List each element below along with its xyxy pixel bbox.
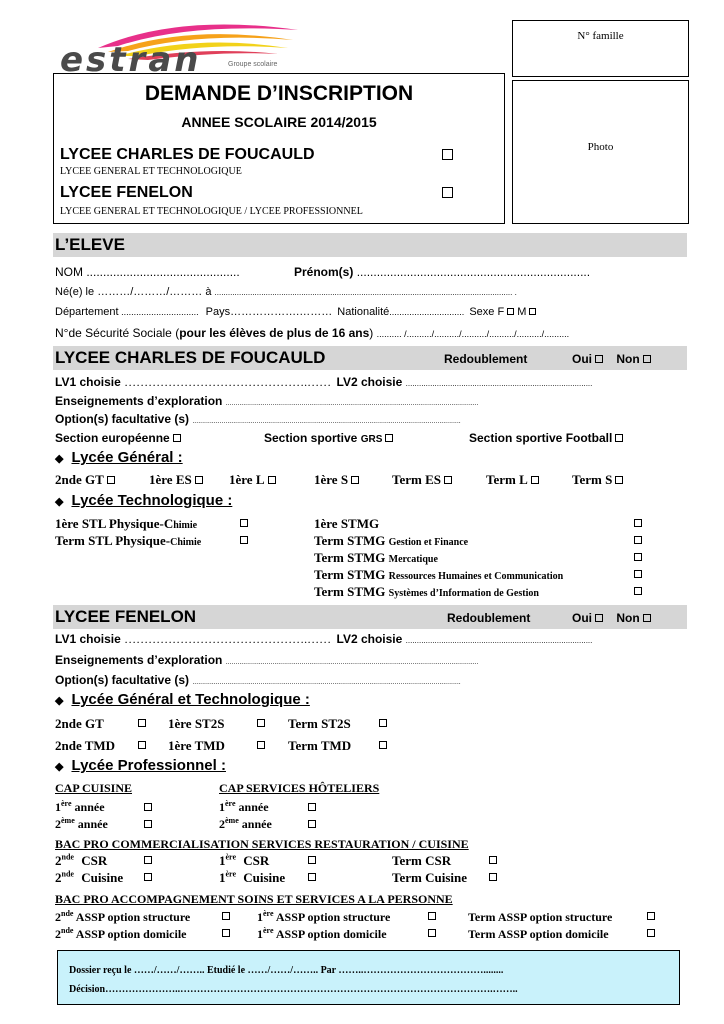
fen-lv1-field[interactable]: ……………………………………….…… bbox=[124, 632, 332, 646]
nationalite-label: Nationalité bbox=[337, 306, 390, 318]
bac-pro-csr-title: BAC PRO COMMERCIALISATION SERVICES RESTAURATION / CUISINE bbox=[55, 837, 469, 851]
sup: nde bbox=[61, 909, 74, 918]
num: 2 bbox=[55, 910, 61, 924]
bac2-term-structure: Term ASSP option structure bbox=[468, 910, 613, 924]
csr-label: CSR bbox=[81, 853, 108, 868]
cdf-general-title bbox=[55, 449, 183, 466]
opt-1ere-es[interactable] bbox=[149, 472, 203, 488]
fen-term-st2s-checkbox[interactable] bbox=[379, 719, 387, 727]
section-europeenne-checkbox[interactable] bbox=[173, 434, 181, 442]
opt-label: 1ère S bbox=[314, 472, 349, 487]
num: 2 bbox=[219, 817, 225, 831]
fen-1ere-tmd-checkbox[interactable] bbox=[257, 741, 265, 749]
bac1-1ere-cuisine bbox=[219, 870, 285, 886]
photo-label: Photo bbox=[587, 141, 614, 153]
opt-1ere-s[interactable] bbox=[314, 472, 359, 488]
sup: ère bbox=[61, 799, 72, 808]
stmg-row-2 bbox=[314, 533, 468, 549]
sup: ère bbox=[225, 852, 237, 862]
bac2-term-domicile-checkbox[interactable] bbox=[647, 929, 655, 937]
num: 1 bbox=[219, 870, 226, 885]
stl-term-small: Chimie bbox=[170, 537, 202, 548]
cdf-lv1-row bbox=[55, 375, 592, 390]
famille-box[interactable] bbox=[512, 20, 689, 77]
bac1-term-csr-checkbox[interactable] bbox=[489, 856, 497, 864]
bac1-1ere-csr bbox=[219, 853, 269, 869]
fenelon-oui-label: Oui bbox=[572, 611, 592, 625]
opt-label: 1ère ES bbox=[149, 472, 192, 487]
num: 2 bbox=[55, 927, 61, 941]
cap-hoteliers-title: CAP SERVICES HÔTELIERS bbox=[219, 781, 380, 795]
stmg-row-4 bbox=[314, 567, 563, 583]
stmg-sub: Gestion et Finance bbox=[388, 537, 469, 548]
cap-hot-1ere-checkbox[interactable] bbox=[308, 803, 316, 811]
opt-label: 2nde TMD bbox=[55, 738, 116, 753]
opt-1ere-l[interactable] bbox=[229, 472, 276, 488]
checkbox-icon[interactable] bbox=[195, 476, 203, 484]
fen-pro-label: Lycée Professionnel : bbox=[71, 757, 226, 774]
bac2-2nde-structure bbox=[55, 910, 190, 925]
secu-note: pour les élèves de plus de 16 ans bbox=[179, 326, 370, 340]
school1-label: LYCEE CHARLES DE FOUCAULD bbox=[60, 146, 315, 163]
naissance-lieu-field[interactable]: ...................................................................................................................................... . bbox=[214, 288, 517, 297]
csr-label: CSR bbox=[243, 853, 270, 868]
sexe-m-checkbox[interactable] bbox=[529, 308, 536, 315]
bac-pro-assp-title: BAC PRO ACCOMPAGNEMENT SOINS ET SERVICES A LA PERSONNE bbox=[55, 892, 453, 906]
num: 1 bbox=[257, 910, 263, 924]
section-football-checkbox[interactable] bbox=[615, 434, 623, 442]
stmg-2-checkbox[interactable] bbox=[634, 536, 642, 544]
checkbox-icon[interactable] bbox=[531, 476, 539, 484]
logo-brand: estran bbox=[60, 40, 202, 80]
pays-field[interactable]: ……………….……… bbox=[230, 306, 333, 318]
stl-1ere-small: himie bbox=[173, 520, 198, 531]
bac2-term-domicile: Term ASSP option domicile bbox=[468, 927, 609, 941]
bac2-2nde-domicile bbox=[55, 927, 186, 942]
stl-1ere-checkbox[interactable] bbox=[240, 519, 248, 527]
opt-label: 2nde GT bbox=[55, 472, 104, 487]
bac2-term-structure-checkbox[interactable] bbox=[647, 912, 655, 920]
bac2-1ere-structure-checkbox[interactable] bbox=[428, 912, 436, 920]
prenom-row bbox=[294, 265, 590, 279]
assp-label: ASSP option domicile bbox=[275, 927, 387, 941]
stmg-row-1 bbox=[314, 516, 379, 532]
nom-field[interactable]: .............................................. bbox=[86, 265, 240, 279]
eleve-title: L’ELEVE bbox=[55, 235, 125, 254]
cap-hot-2eme-checkbox[interactable] bbox=[308, 820, 316, 828]
eleve-band bbox=[53, 233, 687, 257]
stmg-sub: Ressources Humaines et Communication bbox=[388, 571, 564, 582]
cdf-title: LYCEE CHARLES DE FOUCAULD bbox=[55, 348, 326, 367]
fen-lv2-field[interactable]: .................................................................................... bbox=[405, 636, 593, 645]
cdf-lv1-field[interactable]: ……………………………………….…… bbox=[124, 375, 332, 389]
bac2-2nde-domicile-checkbox[interactable] bbox=[222, 929, 230, 937]
cdf-redoublement bbox=[444, 352, 527, 366]
school1-name bbox=[60, 146, 315, 164]
cdf-lv2-field[interactable]: .................................................................................... bbox=[405, 379, 593, 388]
fenelon-non-label: Non bbox=[616, 611, 640, 625]
fen-opt-label: Option(s) facultative (s) bbox=[55, 673, 190, 687]
fenelon-title: LYCEE FENELON bbox=[55, 607, 197, 626]
stmg-sub: Systèmes d’Information de Gestion bbox=[388, 588, 539, 599]
opt-label: 1ère ST2S bbox=[168, 716, 225, 731]
opt-label: 1ère TMD bbox=[168, 738, 225, 753]
cdf-oui-non bbox=[572, 352, 651, 366]
fen-opt-row bbox=[55, 673, 461, 687]
naissance-label: Né(e) le bbox=[55, 286, 95, 298]
school1-checkbox[interactable] bbox=[442, 149, 453, 160]
diamond-icon: ◆ bbox=[55, 761, 64, 773]
fenelon-oui-non bbox=[572, 611, 651, 625]
checkbox-icon[interactable] bbox=[615, 476, 623, 484]
sup: ème bbox=[225, 816, 239, 825]
stmg-label: Term STMG bbox=[314, 584, 386, 599]
stl-1ere bbox=[55, 516, 197, 532]
section-grs-label: GRS bbox=[360, 434, 383, 445]
num: 2 bbox=[55, 817, 61, 831]
fenelon-non-checkbox[interactable] bbox=[643, 614, 651, 622]
stmg-sub: Mercatique bbox=[388, 554, 438, 565]
nationalite-field[interactable]: .............................. bbox=[389, 307, 465, 317]
logo-tag: Groupe scolaire bbox=[228, 61, 278, 68]
stmg-row-5 bbox=[314, 584, 539, 600]
num: 1 bbox=[219, 853, 226, 868]
cdf-oui-label: Oui bbox=[572, 352, 592, 366]
opt-label: Term ES bbox=[392, 472, 441, 487]
bac2-2nde-structure-checkbox[interactable] bbox=[222, 912, 230, 920]
stl-term bbox=[55, 533, 201, 549]
sexe-label: Sexe F bbox=[469, 306, 505, 318]
assp-label: ASSP option domicile bbox=[75, 927, 187, 941]
sup: ère bbox=[225, 869, 237, 879]
sup: ème bbox=[61, 816, 75, 825]
fen-opt-field[interactable]: .......................................................................................................................................... bbox=[192, 679, 461, 686]
fen-gt-label: Lycée Général et Technologique : bbox=[71, 691, 310, 708]
cdf-non-label: Non bbox=[616, 352, 640, 366]
bac1-term-cuisine-checkbox[interactable] bbox=[489, 873, 497, 881]
stl-1ere-label: 1ère STL Physique-C bbox=[55, 516, 174, 531]
fen-lv1-label: LV1 choisie bbox=[55, 632, 121, 646]
cdf-non-checkbox[interactable] bbox=[643, 355, 651, 363]
diamond-icon: ◆ bbox=[55, 453, 64, 465]
bac1-2nde-csr bbox=[55, 853, 107, 869]
sexe-f-checkbox[interactable] bbox=[507, 308, 514, 315]
secu-row bbox=[55, 326, 569, 340]
cap-cuisine-title: CAP CUISINE bbox=[55, 781, 133, 795]
cdf-redoublement-label: Redoublement bbox=[444, 352, 528, 366]
section-europeenne-label: Section européenne bbox=[55, 431, 170, 445]
school2-name bbox=[60, 184, 193, 202]
admin-line-1[interactable]: Dossier reçu le ……/……/…….. Etudié le ……/……/…….. Par ……..………………………………........ bbox=[69, 965, 504, 976]
sup: nde bbox=[61, 926, 74, 935]
secu-label: N°de Sécurité Sociale ( bbox=[55, 326, 180, 340]
bac2-1ere-structure bbox=[257, 910, 390, 925]
page-title: DEMANDE D’INSCRIPTION bbox=[144, 82, 414, 105]
annee-label: année bbox=[74, 800, 105, 814]
sup: nde bbox=[61, 852, 74, 862]
header-box bbox=[53, 73, 505, 224]
stmg-1-checkbox[interactable] bbox=[634, 519, 642, 527]
cap-cuisine-1ere bbox=[55, 800, 105, 815]
bac1-term-cuisine: Term Cuisine bbox=[392, 870, 467, 885]
opt-label: Term L bbox=[486, 472, 528, 487]
sup: nde bbox=[61, 869, 74, 879]
school2-sub: LYCEE GENERAL ET TECHNOLOGIQUE / LYCEE PROFESSIONNEL bbox=[60, 206, 363, 217]
fen-pro-title bbox=[55, 757, 226, 774]
cdf-ens-field[interactable]: .................................................................................................................................. bbox=[225, 400, 479, 407]
bac1-1ere-cuisine-checkbox[interactable] bbox=[308, 873, 316, 881]
stmg-label: Term STMG bbox=[314, 567, 386, 582]
fen-term-tmd-checkbox[interactable] bbox=[379, 741, 387, 749]
opt-term-s[interactable] bbox=[572, 472, 623, 488]
cdf-lv1-label: LV1 choisie bbox=[55, 375, 121, 389]
cdf-sections-row bbox=[55, 431, 687, 445]
section-sportive-grs-label: Section sportive bbox=[264, 431, 358, 445]
departement-label: Département bbox=[55, 306, 119, 318]
cap-cuisine-1ere-checkbox[interactable] bbox=[144, 803, 152, 811]
checkbox-icon[interactable] bbox=[268, 476, 276, 484]
stmg-3-checkbox[interactable] bbox=[634, 553, 642, 561]
stmg-label: Term STMG bbox=[314, 533, 386, 548]
secu-field[interactable]: .......... /........../........../........../........../........../.......... bbox=[376, 329, 570, 339]
stmg-row-3 bbox=[314, 550, 438, 566]
fen-lv1-row bbox=[55, 632, 592, 647]
fen-ens-label: Enseignements d’exploration bbox=[55, 653, 223, 667]
cdf-band bbox=[53, 346, 687, 370]
school2-checkbox[interactable] bbox=[442, 187, 453, 198]
opt-2nde-gt[interactable] bbox=[55, 472, 115, 488]
stl-term-checkbox[interactable] bbox=[240, 536, 248, 544]
bac1-term-csr: Term CSR bbox=[392, 853, 452, 868]
secu-close: ) bbox=[369, 326, 374, 340]
checkbox-icon[interactable] bbox=[107, 476, 115, 484]
stmg-label: 1ère STMG bbox=[314, 516, 380, 531]
section-grs-checkbox[interactable] bbox=[385, 434, 393, 442]
sexe-m-label: M bbox=[517, 306, 527, 318]
naissance-date-field[interactable]: ………/………/……… à bbox=[97, 286, 215, 298]
bac1-1ere-csr-checkbox[interactable] bbox=[308, 856, 316, 864]
annee-label: année bbox=[77, 817, 108, 831]
school-year: ANNEE SCOLAIRE 2014/2015 bbox=[181, 114, 377, 130]
num: 2 bbox=[55, 870, 62, 885]
nom-row bbox=[55, 265, 240, 279]
cdf-ens-row bbox=[55, 394, 479, 408]
fenelon-band bbox=[53, 605, 687, 629]
bac2-1ere-domicile bbox=[257, 927, 387, 942]
departement-field[interactable]: ............................... bbox=[118, 307, 199, 317]
naissance-row bbox=[55, 286, 517, 298]
fen-1ere-st2s-checkbox[interactable] bbox=[257, 719, 265, 727]
checkbox-icon[interactable] bbox=[351, 476, 359, 484]
admin-line-2[interactable]: Décision…………………..………………………………………………………………………………….…….. bbox=[69, 984, 518, 995]
cuisine-label: Cuisine bbox=[81, 870, 124, 885]
school1-sub: LYCEE GENERAL ET TECHNOLOGIQUE bbox=[60, 166, 242, 177]
opt-term-l[interactable] bbox=[486, 472, 539, 488]
fenelon-redoublement bbox=[447, 611, 530, 625]
fen-ens-field[interactable]: .................................................................................................................................. bbox=[225, 659, 479, 666]
cdf-tech-title bbox=[55, 492, 232, 509]
fenelon-redoublement-label: Redoublement bbox=[447, 611, 531, 625]
fen-2nde-tmd-checkbox[interactable] bbox=[138, 741, 146, 749]
cap-cuisine-2eme bbox=[55, 817, 108, 832]
opt-label: Term TMD bbox=[288, 738, 352, 753]
pays-label: Pays bbox=[205, 306, 231, 318]
nom-label: NOM bbox=[55, 265, 83, 279]
school2-label: LYCEE FENELON bbox=[60, 184, 193, 201]
bac1-2nde-cuisine bbox=[55, 870, 123, 886]
opt-label: 1ère L bbox=[229, 472, 265, 487]
opt-label: 2nde GT bbox=[55, 716, 104, 731]
cdf-oui-checkbox[interactable] bbox=[595, 355, 603, 363]
opt-label: Term ST2S bbox=[288, 716, 351, 731]
sup: ère bbox=[225, 799, 236, 808]
cap-cuisine-2eme-checkbox[interactable] bbox=[144, 820, 152, 828]
cdf-opt-row bbox=[55, 412, 461, 426]
cdf-opt-field[interactable]: .......................................................................................................................................... bbox=[192, 418, 461, 425]
cdf-general-label: Lycée Général : bbox=[71, 449, 183, 466]
departement-row bbox=[55, 306, 536, 318]
cdf-tech-label: Lycée Technologique : bbox=[71, 492, 233, 509]
fen-gt-title bbox=[55, 691, 310, 708]
cuisine-label: Cuisine bbox=[243, 870, 286, 885]
annee-label: année bbox=[238, 800, 269, 814]
fenelon-oui-checkbox[interactable] bbox=[595, 614, 603, 622]
num: 1 bbox=[55, 800, 61, 814]
fen-ens-row bbox=[55, 653, 479, 667]
stmg-5-checkbox[interactable] bbox=[634, 587, 642, 595]
assp-label: ASSP option structure bbox=[75, 910, 191, 924]
cap-hot-2eme bbox=[219, 817, 272, 832]
sup: ère bbox=[263, 909, 274, 918]
annee-label: année bbox=[241, 817, 272, 831]
num: 2 bbox=[55, 853, 62, 868]
num: 1 bbox=[257, 927, 263, 941]
fen-lv2-label: LV2 choisie bbox=[336, 632, 403, 646]
section-football-label: Section sportive Football bbox=[469, 431, 613, 445]
famille-label: N° famille bbox=[577, 30, 624, 42]
cdf-ens-label: Enseignements d’exploration bbox=[55, 394, 223, 408]
sup: ère bbox=[263, 926, 274, 935]
diamond-icon: ◆ bbox=[55, 496, 64, 508]
stmg-4-checkbox[interactable] bbox=[634, 570, 642, 578]
cdf-lv2-label: LV2 choisie bbox=[336, 375, 403, 389]
stmg-label: Term STMG bbox=[314, 550, 386, 565]
opt-label: Term S bbox=[572, 472, 613, 487]
num: 1 bbox=[219, 800, 225, 814]
opt-term-es[interactable] bbox=[392, 472, 452, 488]
prenom-label: Prénom(s) bbox=[294, 265, 354, 279]
admin-box bbox=[57, 950, 680, 1005]
diamond-icon: ◆ bbox=[55, 695, 64, 707]
cdf-opt-label: Option(s) facultative (s) bbox=[55, 412, 190, 426]
stl-term-label: Term STL Physique- bbox=[55, 533, 171, 548]
prenom-field[interactable]: ...................................................................... bbox=[356, 265, 591, 279]
assp-label: ASSP option structure bbox=[275, 910, 391, 924]
cap-hot-1ere bbox=[219, 800, 269, 815]
checkbox-icon[interactable] bbox=[444, 476, 452, 484]
logo bbox=[58, 18, 298, 80]
bac1-2nde-cuisine-checkbox[interactable] bbox=[144, 873, 152, 881]
bac1-2nde-csr-checkbox[interactable] bbox=[144, 856, 152, 864]
bac2-1ere-domicile-checkbox[interactable] bbox=[428, 929, 436, 937]
fen-2nde-gt-checkbox[interactable] bbox=[138, 719, 146, 727]
photo-box[interactable] bbox=[512, 80, 689, 224]
